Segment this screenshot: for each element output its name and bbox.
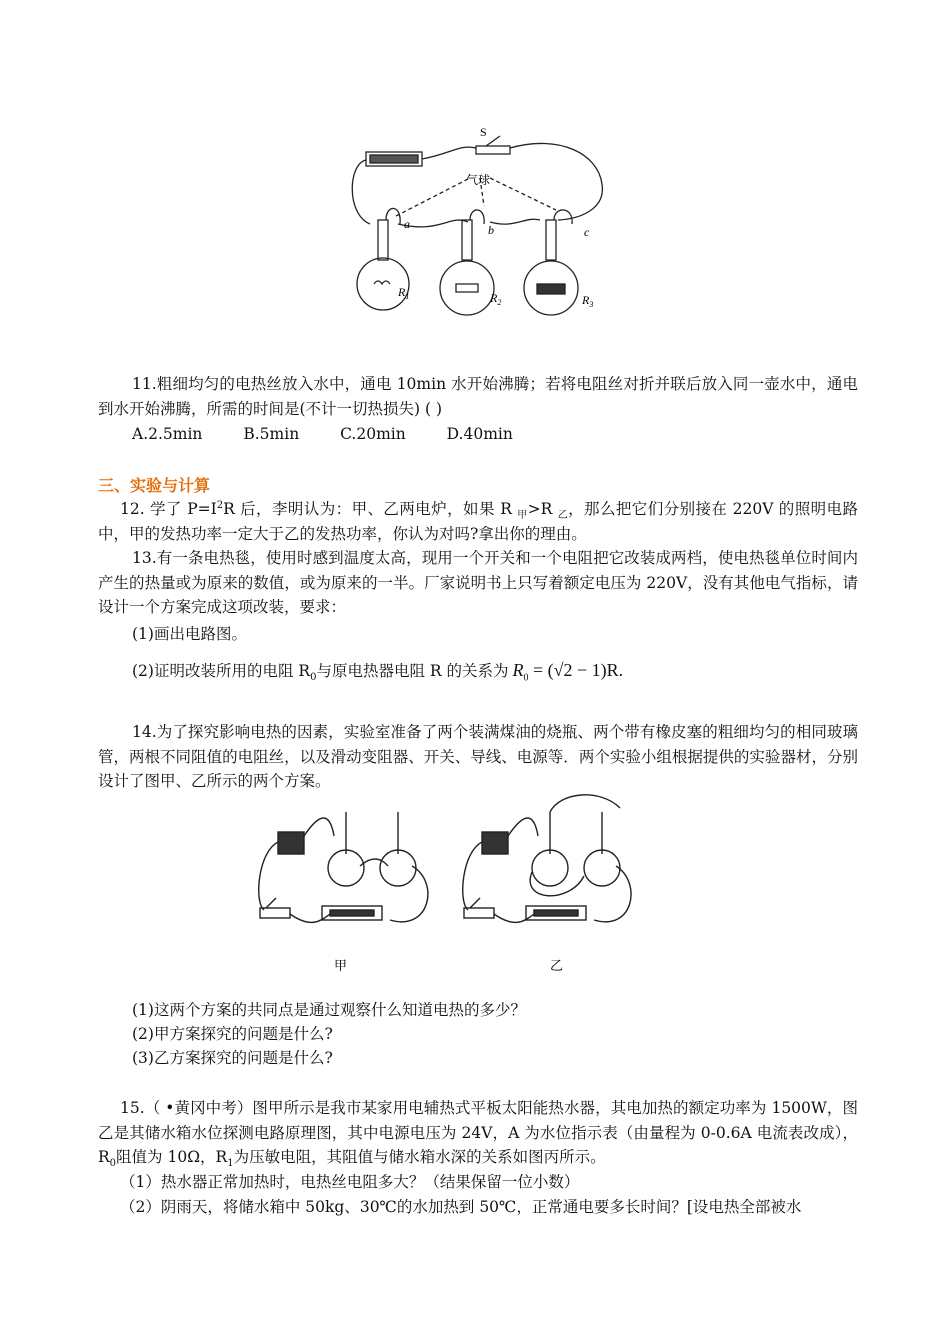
option-a: A.2.5min bbox=[132, 425, 203, 443]
question-11-options bbox=[132, 422, 549, 447]
resistor-label-r2: $R_2$ bbox=[490, 291, 502, 307]
figure-label-jia: 甲 bbox=[334, 958, 348, 973]
question-12: 12. 学了 $P=I^2R$ 后，李明认为：甲、乙两电炉，如果 R $_甲$>R $_乙$，那么把它们分别接在 220V 的照明电路中，甲的发热功率一定大于乙的发热功率，你认为对吗?拿出你的理由。 bbox=[98, 499, 858, 543]
question-13-item-2: (2)证明改装所用的电阻 $R_0$与原电热器电阻 R 的关系为 $R_0 = (√2 - 1)R$. bbox=[132, 660, 624, 684]
balloon-label-c: c bbox=[584, 225, 590, 239]
question-14-sub-2: (2)甲方案探究的问题是什么? bbox=[132, 1025, 333, 1043]
question-13: 13.有一条电热毯，使用时感到温度太高，现用一个开关和一个电阻把它改装成两档，使电热毯单位时间内产生的热量或为原来的数值，或为原来的一半。厂家说明书上只写着额定电压为 220V，没有其他电气指标，请设计一个方案完成这项改装，要求： bbox=[98, 549, 858, 616]
balloon-label: 气球 bbox=[466, 173, 491, 187]
question-14-sub-3: (3)乙方案探究的问题是什么? bbox=[132, 1049, 333, 1067]
question-11: 11.粗细均匀的电热丝放入水中，通电 10min 水开始沸腾；若将电阻丝对折并联后放入同一壶水中，通电到水开始沸腾，所需的时间是(不计一切热损失) ( ) bbox=[98, 375, 858, 418]
figure-jia-yi-circuits bbox=[250, 792, 650, 982]
balloon-label-a: a bbox=[404, 217, 410, 231]
question-15-item-1: （1）热水器正常加热时，电热丝电阻多大？（结果保留一位小数） bbox=[120, 1173, 580, 1191]
figure-label-yi: 乙 bbox=[550, 958, 564, 973]
formula: $R_0 = (√2 - 1)R$. bbox=[512, 660, 624, 684]
question-13-item-1: (1)画出电路图。 bbox=[132, 625, 247, 643]
question-14-sub-1: (1)这两个方案的共同点是通过观察什么知道电热的多少？ bbox=[132, 1001, 526, 1019]
figure-flask-balloon-circuit bbox=[340, 124, 620, 324]
balloon-label-b: b bbox=[488, 223, 494, 237]
question-15-item-2: （2）阴雨天，将储水箱中 50kg、30℃的水加热到 50℃，正常通电要多长时间？[设电热全部被水 bbox=[120, 1198, 802, 1216]
question-15: 15.（ •黄冈中考）图甲所示是我市某家用电辅热式平板太阳能热水器，其电加热的额定功率为 1500W，图乙是其储水箱水位探测电路原理图，其中电源电压为 24V，A 为水位指示表（由量程为 0-0.6A 电流表改成），$R_0$阻值为 10Ω，$R_1$为压敏电阻，其阻值与储水箱水深的关系如图丙所示。 bbox=[98, 1099, 858, 1170]
resistor-label-r1: $R_1$ bbox=[398, 285, 410, 301]
option-c: C.20min bbox=[340, 425, 406, 443]
option-d: D.40min bbox=[446, 425, 513, 443]
option-b: B.5min bbox=[243, 425, 300, 443]
question-14: 14.为了探究影响电热的因素，实验室准备了两个装满煤油的烧瓶、两个带有橡皮塞的粗细均匀的相同玻璃管，两根不同阻值的电阻丝，以及滑动变阻器、开关、导线、电源等．两个实验小组根据提供的实验器材，分别设计了图甲、乙所示的两个方案。 bbox=[98, 723, 858, 790]
section-title: 三、实验与计算 bbox=[98, 476, 211, 495]
resistor-label-r3: $R_3$ bbox=[582, 293, 594, 309]
switch-label: S bbox=[480, 125, 487, 139]
